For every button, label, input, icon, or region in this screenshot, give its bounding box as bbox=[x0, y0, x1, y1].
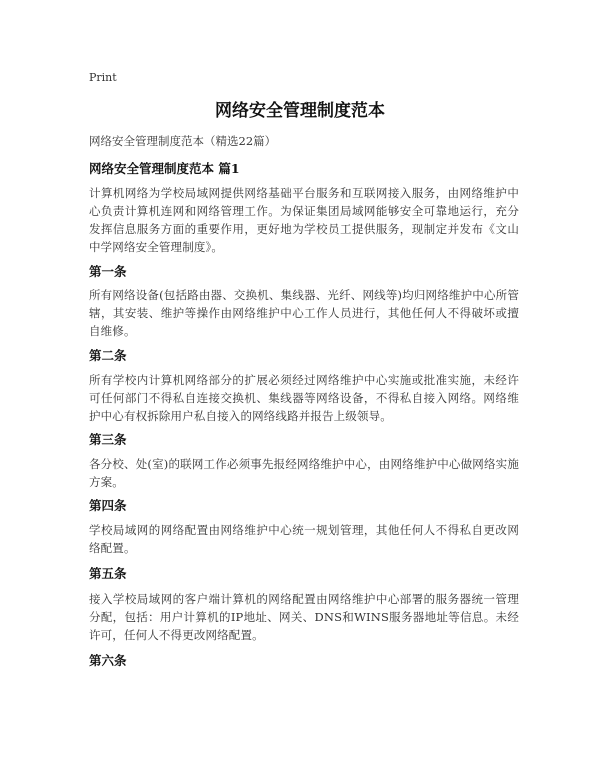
section-title: 网络安全管理制度范本 篇1 bbox=[89, 161, 240, 176]
clause-3-text: 各分校、处(室)的联网工作必须事先报经网络维护中心，由网络维护中心做网络实施方案。 bbox=[89, 457, 519, 489]
clause-1-text: 所有网络设备(包括路由器、交换机、集线器、光纤、网线等)均归网络维护中心所管辖，其安装、维护等操作由网络维护中心工作人员进行，其他任何人不得破坏或擅自维修。 bbox=[89, 288, 519, 338]
intro-paragraph: 计算机网络为学校局域网提供网络基础平台服务和互联网接入服务，由网络维护中心负责计算机连网和网络管理工作。为保证集团局域网能够安全可靠地运行，充分发挥信息服务方面的重要作用，更好地为学校员工提供服务，现制定并发布《文山中学网络安全管理制度》。 bbox=[89, 186, 519, 254]
clause-1-heading: 第一条 bbox=[89, 264, 127, 279]
clause-3-heading: 第三条 bbox=[89, 432, 127, 447]
clause-6-heading: 第六条 bbox=[89, 653, 127, 668]
page-title: 网络安全管理制度范本 bbox=[215, 101, 385, 121]
page-subtitle: 网络安全管理制度范本（精选22篇） bbox=[89, 134, 277, 148]
print-link[interactable]: Print bbox=[89, 71, 117, 84]
clause-5-heading: 第五条 bbox=[89, 566, 127, 581]
clause-2-text: 所有学校内计算机网络部分的扩展必须经过网络维护中心实施或批准实施，未经许可任何部门不得私自连接交换机、集线器等网络设备，不得私自接入网络。网络维护中心有权拆除用户私自接入的网络线路并报告上级领导。 bbox=[89, 373, 519, 423]
clause-4-text: 学校局域网的网络配置由网络维护中心统一规划管理，其他任何人不得私自更改网络配置。 bbox=[89, 523, 519, 555]
clause-2-heading: 第二条 bbox=[89, 348, 127, 363]
clause-5-text: 接入学校局域网的客户端计算机的网络配置由网络维护中心部署的服务器统一管理分配，包括：用户计算机的IP地址、网关、DNS和WINS服务器地址等信息。未经许可，任何人不得更改网络配置。 bbox=[89, 592, 519, 642]
clause-4-heading: 第四条 bbox=[89, 498, 127, 513]
